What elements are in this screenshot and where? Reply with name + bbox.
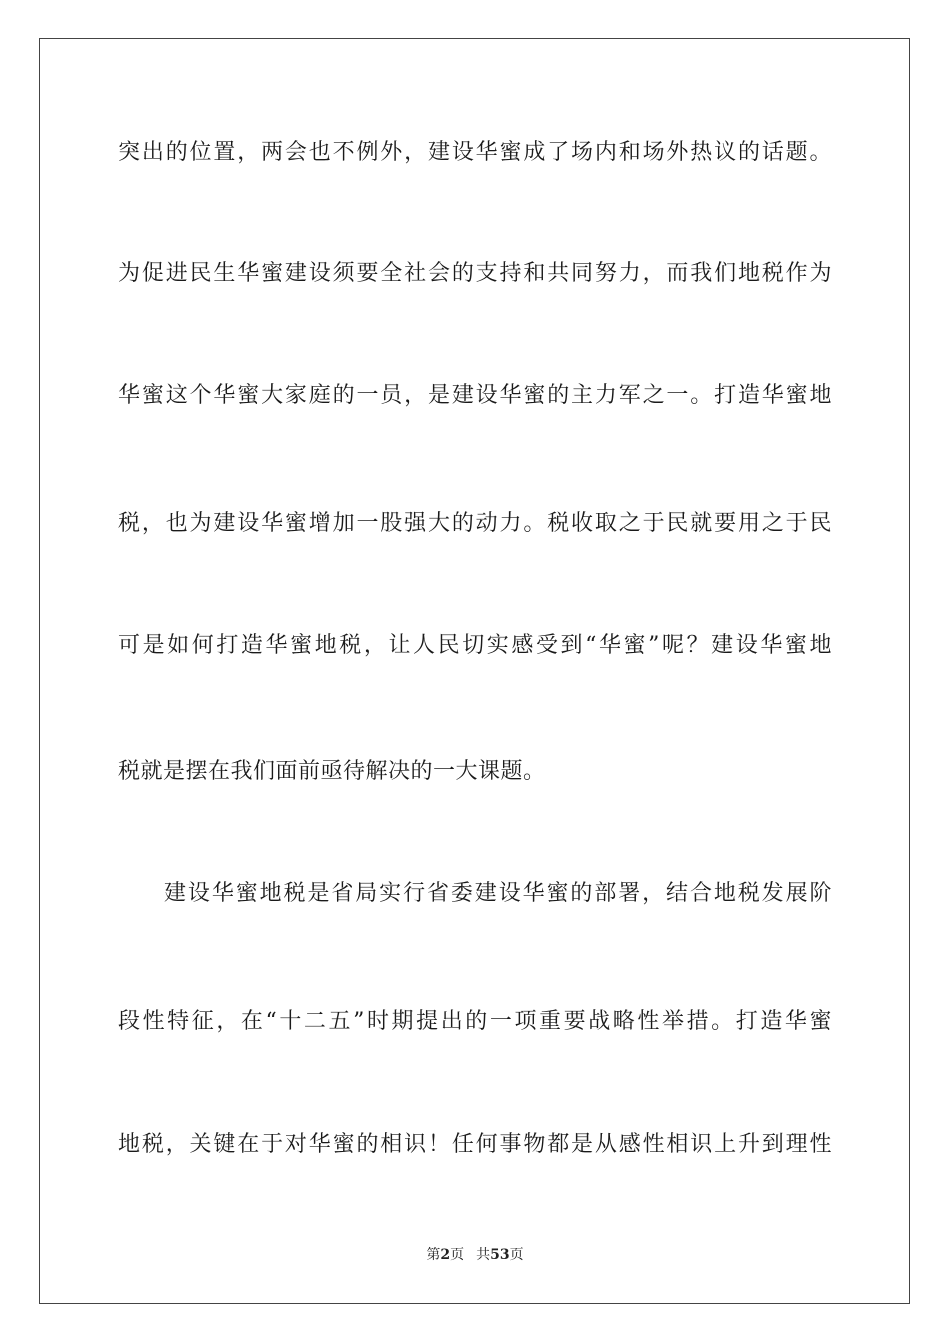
page-footer <box>0 1245 950 1265</box>
total-suffix: 页 <box>509 1247 524 1263</box>
page-border <box>39 38 910 1304</box>
text-line: 华蜜这个华蜜大家庭的一员，是建设华蜜的主力军之一。打造华蜜地 <box>118 383 832 408</box>
text-line: 税就是摆在我们面前亟待解决的一大课题。 <box>118 759 546 784</box>
text-line: 为促进民生华蜜建设须要全社会的支持和共同努力，而我们地税作为 <box>118 261 832 286</box>
text-line: 突出的位置，两会也不例外，建设华蜜成了场内和场外热议的话题。 <box>118 140 832 165</box>
text-line: 可是如何打造华蜜地税，让人民切实感受到“华蜜”呢？建设华蜜地 <box>118 633 832 658</box>
paragraph-first-line: 建设华蜜地税是省局实行省委建设华蜜的部署，结合地税发展阶 <box>164 881 832 906</box>
page-number: 2 <box>440 1247 451 1263</box>
page-suffix: 页 <box>450 1247 465 1263</box>
total-pages: 53 <box>490 1247 510 1263</box>
total-prefix: 共 <box>476 1247 491 1263</box>
page-prefix: 第 <box>426 1247 441 1263</box>
text-line: 地税，关键在于对华蜜的相识！任何事物都是从感性相识上升到理性 <box>118 1132 832 1157</box>
text-line: 税，也为建设华蜜增加一股强大的动力。税收取之于民就要用之于民 <box>118 511 832 536</box>
text-line: 段性特征，在“十二五”时期提出的一项重要战略性举措。打造华蜜 <box>118 1009 832 1034</box>
